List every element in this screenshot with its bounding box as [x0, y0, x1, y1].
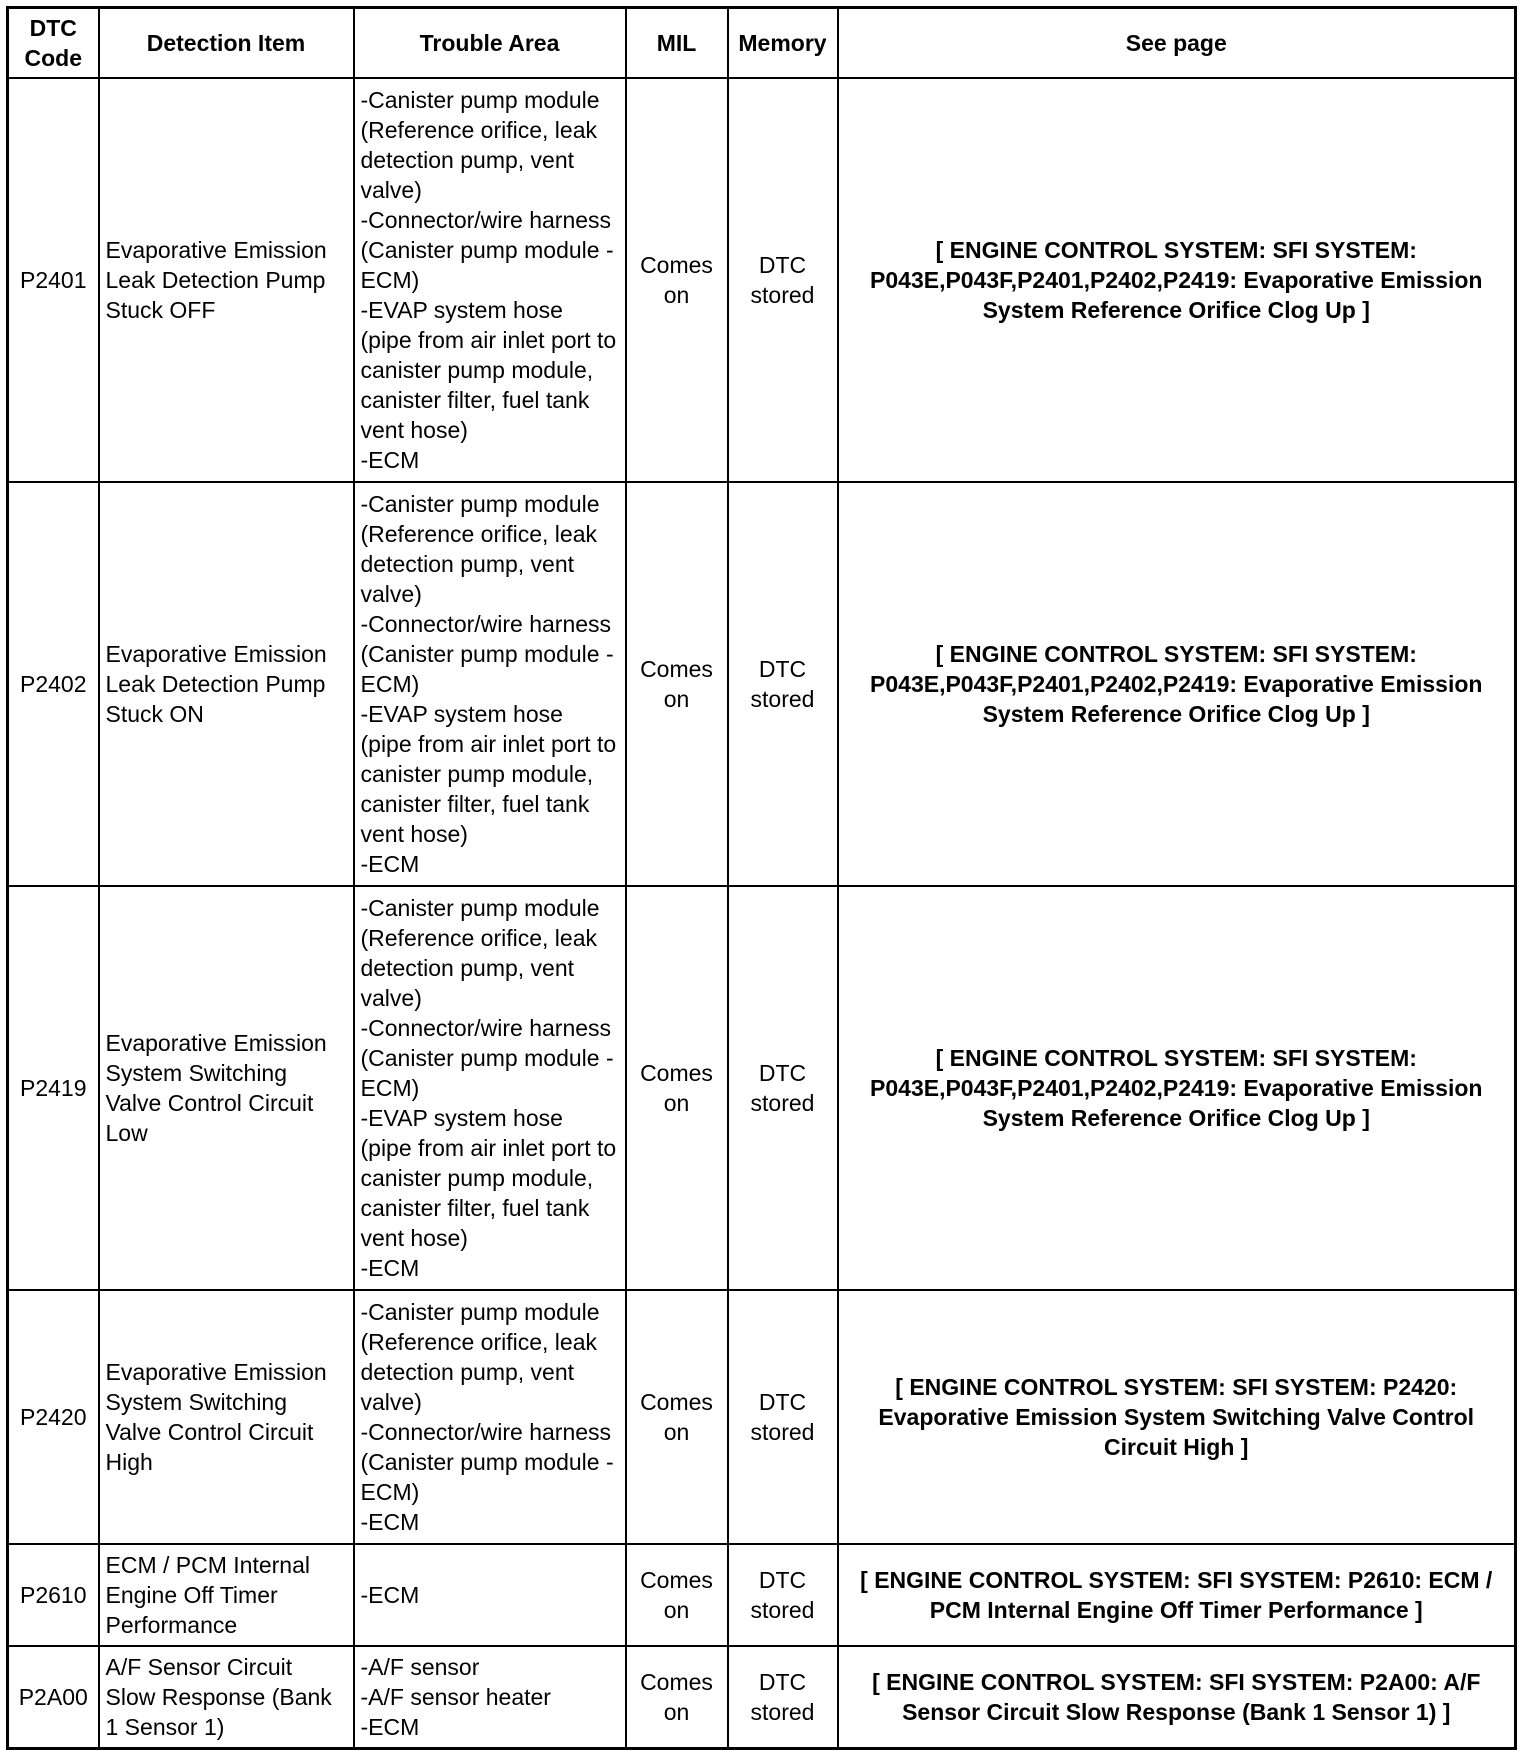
memory-cell: DTC stored: [728, 482, 838, 886]
table-row: [8, 482, 1516, 886]
dtc-code-cell: P2401: [8, 78, 99, 482]
mil-cell: Comes on: [626, 1544, 728, 1646]
table-row: [8, 886, 1516, 1290]
see-page-link[interactable]: [ ENGINE CONTROL SYSTEM: SFI SYSTEM: P2610: ECM / PCM Internal Engine Off Timer Performance ]: [838, 1544, 1516, 1646]
table-row: [8, 1290, 1516, 1544]
trouble-area-cell: -Canister pump module (Reference orifice, leak detection pump, vent valve) -Connector/wire harness (Canister pump module - ECM) -EVAP system hose (pipe from air inlet port to canister pump module, canister filter, fuel tank vent hose) -ECM: [354, 886, 626, 1290]
detection-item-cell: A/F Sensor Circuit Slow Response (Bank 1 Sensor 1): [99, 1646, 354, 1749]
detection-item-cell: Evaporative Emission System Switching Valve Control Circuit Low: [99, 886, 354, 1290]
see-page-link[interactable]: [ ENGINE CONTROL SYSTEM: SFI SYSTEM: P043E,P043F,P2401,P2402,P2419: Evaporative Emission System Reference Orifice Clog Up ]: [838, 886, 1516, 1290]
mil-cell: Comes on: [626, 78, 728, 482]
trouble-area-cell: -ECM: [354, 1544, 626, 1646]
dtc-code-cell: P2402: [8, 482, 99, 886]
detection-item-cell: Evaporative Emission Leak Detection Pump Stuck ON: [99, 482, 354, 886]
memory-cell: DTC stored: [728, 886, 838, 1290]
trouble-area-cell: -Canister pump module (Reference orifice, leak detection pump, vent valve) -Connector/wire harness (Canister pump module - ECM) -ECM: [354, 1290, 626, 1544]
header-memory: Memory: [728, 8, 838, 79]
detection-item-cell: Evaporative Emission System Switching Valve Control Circuit High: [99, 1290, 354, 1544]
table-row: [8, 1544, 1516, 1646]
dtc-table: [6, 6, 1517, 1750]
dtc-code-cell: P2420: [8, 1290, 99, 1544]
memory-cell: DTC stored: [728, 1290, 838, 1544]
mil-cell: Comes on: [626, 482, 728, 886]
mil-cell: Comes on: [626, 1290, 728, 1544]
trouble-area-cell: -Canister pump module (Reference orifice, leak detection pump, vent valve) -Connector/wire harness (Canister pump module - ECM) -EVAP system hose (pipe from air inlet port to canister pump module, canister filter, fuel tank vent hose) -ECM: [354, 482, 626, 886]
dtc-code-cell: P2419: [8, 886, 99, 1290]
detection-item-cell: ECM / PCM Internal Engine Off Timer Performance: [99, 1544, 354, 1646]
mil-cell: Comes on: [626, 1646, 728, 1749]
table-row: [8, 1646, 1516, 1749]
dtc-code-cell: P2A00: [8, 1646, 99, 1749]
header-mil: MIL: [626, 8, 728, 79]
see-page-link[interactable]: [ ENGINE CONTROL SYSTEM: SFI SYSTEM: P043E,P043F,P2401,P2402,P2419: Evaporative Emission System Reference Orifice Clog Up ]: [838, 482, 1516, 886]
trouble-area-cell: -Canister pump module (Reference orifice, leak detection pump, vent valve) -Connector/wire harness (Canister pump module - ECM) -EVAP system hose (pipe from air inlet port to canister pump module, canister filter, fuel tank vent hose) -ECM: [354, 78, 626, 482]
header-detection-item: Detection Item: [99, 8, 354, 79]
trouble-area-cell: -A/F sensor -A/F sensor heater -ECM: [354, 1646, 626, 1749]
memory-cell: DTC stored: [728, 1646, 838, 1749]
table-header: [8, 8, 1516, 79]
memory-cell: DTC stored: [728, 78, 838, 482]
header-dtc-code: DTC Code: [8, 8, 99, 79]
see-page-link[interactable]: [ ENGINE CONTROL SYSTEM: SFI SYSTEM: P2A00: A/F Sensor Circuit Slow Response (Bank 1 Sensor 1) ]: [838, 1646, 1516, 1749]
header-trouble-area: Trouble Area: [354, 8, 626, 79]
header-see-page: See page: [838, 8, 1516, 79]
detection-item-cell: Evaporative Emission Leak Detection Pump Stuck OFF: [99, 78, 354, 482]
see-page-link[interactable]: [ ENGINE CONTROL SYSTEM: SFI SYSTEM: P043E,P043F,P2401,P2402,P2419: Evaporative Emission System Reference Orifice Clog Up ]: [838, 78, 1516, 482]
dtc-code-cell: P2610: [8, 1544, 99, 1646]
see-page-link[interactable]: [ ENGINE CONTROL SYSTEM: SFI SYSTEM: P2420: Evaporative Emission System Switching Valve Control Circuit High ]: [838, 1290, 1516, 1544]
table-row: [8, 78, 1516, 482]
memory-cell: DTC stored: [728, 1544, 838, 1646]
mil-cell: Comes on: [626, 886, 728, 1290]
